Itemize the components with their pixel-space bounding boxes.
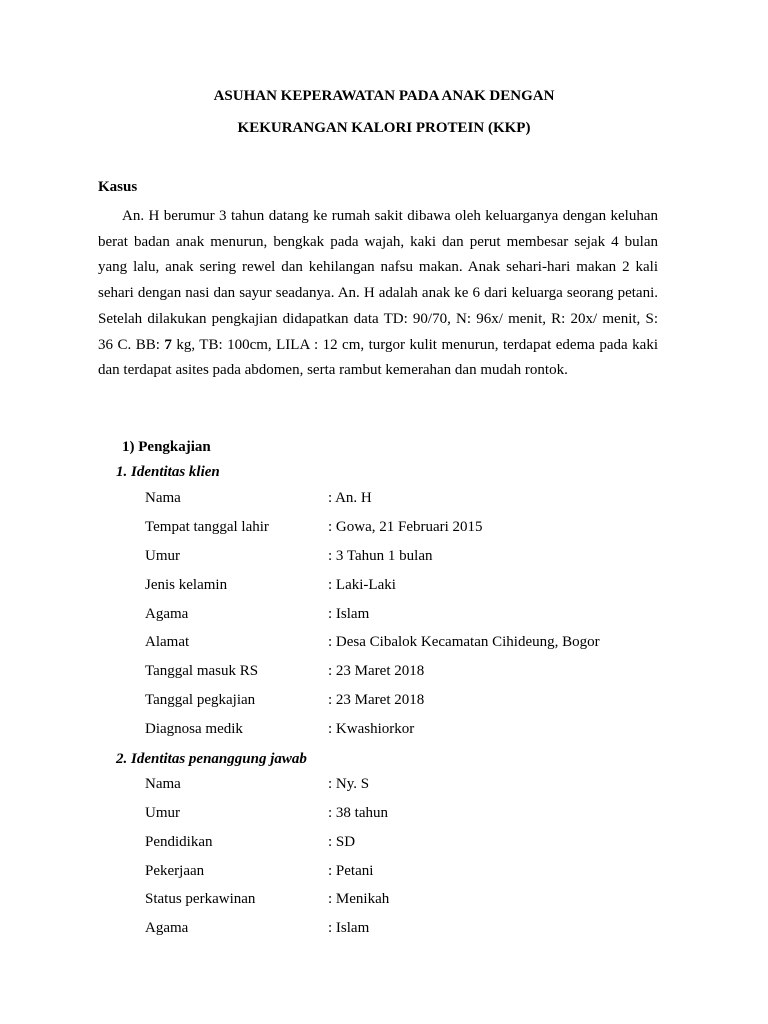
kv-row (0, 690, 768, 710)
kv-value: : Ny. S (328, 776, 370, 792)
kv-value: : Islam (328, 606, 370, 622)
kv-value: : 38 tahun (328, 805, 388, 821)
kv-value: : Kwashiorkor (328, 721, 415, 737)
kv-label: Agama (145, 920, 189, 936)
kv-label: Agama (145, 606, 189, 622)
identitas-penanggung-jawab-heading: 2. Identitas penanggung jawab (116, 751, 307, 767)
kv-row (0, 889, 768, 909)
identitas-klien-heading: 1. Identitas klien (116, 464, 220, 480)
kv-label: Umur (145, 548, 180, 564)
case-label: Kasus (98, 179, 138, 195)
kv-value: : An. H (328, 490, 372, 506)
kv-value: : 23 Maret 2018 (328, 663, 425, 679)
case-paragraph (98, 204, 658, 384)
kv-row (0, 604, 768, 624)
kv-row (0, 488, 768, 508)
kv-value: : Menikah (328, 891, 390, 907)
kv-label: Nama (145, 490, 181, 506)
kv-row (0, 575, 768, 595)
kv-row (0, 918, 768, 938)
document-title-line-2: KEKURANGAN KALORI PROTEIN (KKP) (237, 120, 531, 136)
kv-label: Jenis kelamin (145, 577, 228, 593)
kv-row (0, 774, 768, 794)
kv-value: : Desa Cibalok Kecamatan Cihideung, Bogor (328, 634, 600, 650)
kv-value: : Islam (328, 920, 370, 936)
kv-label: Pekerjaan (145, 863, 205, 879)
kv-label: Diagnosa medik (145, 721, 243, 737)
kv-row (0, 517, 768, 537)
kv-value: : Petani (328, 863, 374, 879)
kv-row (0, 719, 768, 739)
kv-value: : 23 Maret 2018 (328, 692, 425, 708)
kv-label: Alamat (145, 634, 190, 650)
case-text-bold-weight: 7 (164, 336, 172, 353)
kv-row (0, 546, 768, 566)
kv-row (0, 832, 768, 852)
kv-value: : SD (328, 834, 356, 850)
kv-value: : 3 Tahun 1 bulan (328, 548, 433, 564)
kv-row (0, 803, 768, 823)
kv-label: Tempat tanggal lahir (145, 519, 269, 535)
kv-label: Tanggal masuk RS (145, 663, 259, 679)
kv-row (0, 632, 768, 652)
kv-row (0, 661, 768, 681)
document-title-line-1: ASUHAN KEPERAWATAN PADA ANAK DENGAN (213, 88, 555, 104)
kv-label: Status perkawinan (145, 891, 256, 907)
kv-label: Tanggal pegkajian (145, 692, 256, 708)
kv-label: Nama (145, 776, 181, 792)
kv-value: : Gowa, 21 Februari 2015 (328, 519, 483, 535)
section-pengkajian-heading: 1) Pengkajian (122, 439, 211, 455)
kv-row (0, 861, 768, 881)
kv-label: Pendidikan (145, 834, 213, 850)
case-text-part-1: An. H berumur 3 tahun datang ke rumah sakit dibawa oleh keluarganya dengan keluhan berat badan anak menurun, bengkak pada wajah, kaki dan perut membesar sejak 4 bulan yang lalu, anak sering rewel dan kehilangan nafsu makan. Anak sehari-hari makan 2 kali sehari dengan nasi dan sayur seadanya. An. H adalah anak ke 6 dari keluarga seorang petani. Setelah dilakukan pengkajian didapatkan data TD: 90/70, N: 96x/ menit, R: 20x/ menit, S: 36 C. BB: (98, 208, 658, 353)
kv-value: : Laki-Laki (328, 577, 396, 593)
kv-label: Umur (145, 805, 180, 821)
case-text-part-2: kg, TB: 100cm, LILA : 12 cm, turgor kulit menurun, terdapat edema pada kaki dan terdapat asites pada abdomen, serta rambut kemerahan dan mudah rontok. (98, 336, 658, 379)
